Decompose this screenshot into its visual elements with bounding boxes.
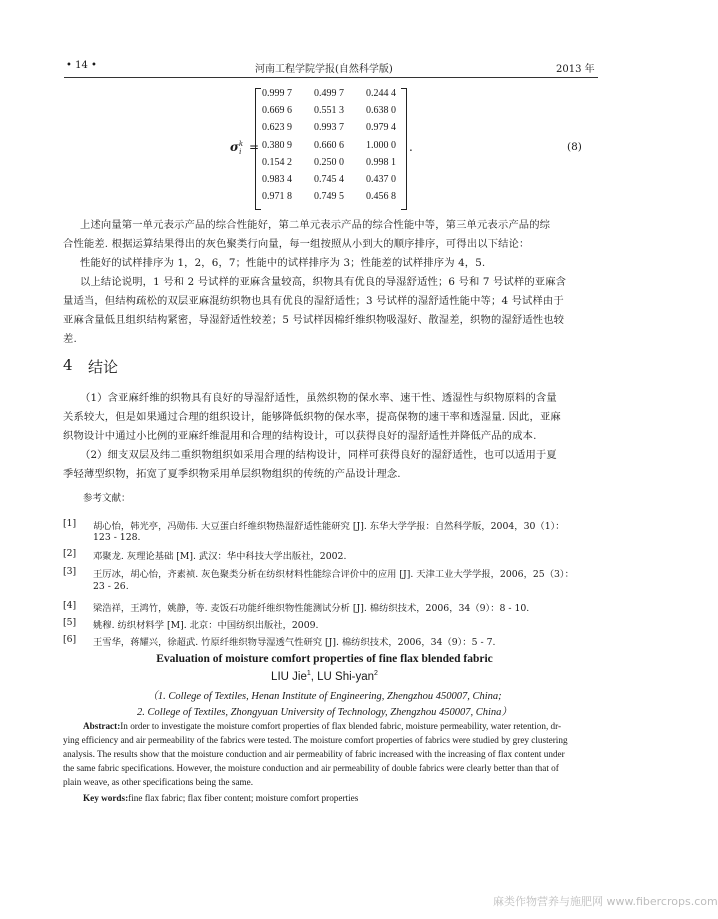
matrix-row: 0.669 6 0.551 3 0.638 0	[262, 105, 396, 116]
matrix-row: 0.154 2 0.250 0 0.998 1	[262, 157, 396, 168]
affiliation-line: 2. College of Textiles, Zhongyuan University of Technology, Zhengzhou 450007, China）	[137, 707, 512, 718]
reference-number: [6]	[63, 634, 77, 645]
equation-number: (8)	[567, 141, 582, 153]
matrix-row: 0.623 9 0.993 7 0.979 4	[262, 122, 396, 133]
matrix-row: 0.999 7 0.499 7 0.244 4	[262, 88, 396, 99]
paragraph-line: 关系较大，但是如果通过合理的组织设计，能够降低织物的保水率，提高保物的速干率和透湿量. 因此，亚麻	[63, 411, 561, 423]
keywords-line: Key words:fine flax fabric; flax fiber content; moisture comfort properties	[83, 793, 359, 803]
abstract-line: the same fabric specifications. However, the moisture conduction and air permeability of double fabrics were clearly better than that of	[63, 763, 559, 773]
paragraph-line: 上述向量第一单元表示产品的综合性能好，第二单元表示产品的综合性能中等，第三单元表示产品的综	[80, 219, 551, 231]
paragraph-line: 性能好的试样排序为 1，2，6，7；性能中的试样排序为 3；性能差的试样排序为 4，5.	[80, 257, 486, 269]
matrix-end-period: .	[409, 140, 413, 154]
paragraph-line: 差.	[63, 333, 77, 345]
page-number: • 14 •	[66, 60, 97, 71]
matrix-symbol: $\sigma^k_i$	[230, 140, 244, 157]
paragraph-line: 织物设计中通过小比例的亚麻纤维混用和合理的结构设计，可以获得良好的湿舒适性并降低产品的成本.	[63, 430, 537, 442]
reference-number: [1]	[63, 518, 77, 529]
watermark-text: 麻类作物营养与施肥网 www.fibercrops.com	[493, 895, 718, 908]
header-rule	[64, 77, 598, 78]
reference-text: 胡心怡，韩光亭，冯勋伟. 大豆蛋白纤维织物热湿舒适性能研究 [J]. 东华大学学报：自然科学版，2004，30（1）：	[93, 521, 565, 532]
paragraph-line: 量适当，但结构疏松的双层亚麻混纺织物也具有优良的湿舒适性；3 号试样的湿舒适性能中等；4 号试样由于	[63, 295, 564, 307]
references-heading: 参考文献：	[83, 493, 131, 504]
reference-text: 姚穆. 纺织材料学 [M]. 北京：中国纺织出版社，2009.	[93, 620, 319, 631]
affiliation-line: （1. College of Textiles, Henan Institute of Engineering, Zhengzhou 450007, China;	[147, 691, 502, 702]
keywords-label: Key words:	[83, 793, 129, 803]
journal-name: 河南工程学院学报(自然科学版)	[255, 64, 393, 75]
reference-text: 邓聚龙. 灰理论基础 [M]. 武汉：华中科技大学出版社，2002.	[93, 551, 347, 562]
english-title: Evaluation of moisture comfort properties of fine flax blended fabric	[156, 653, 493, 665]
reference-text: 王雪华，蒋耀兴，徐超武. 竹原纤维织物导湿透气性研究 [J]. 棉纺织技术，2006，34（9）：5 - 7.	[93, 637, 496, 648]
abstract-label: Abstract:	[83, 721, 121, 731]
reference-number: [4]	[63, 600, 77, 611]
reference-number: [2]	[63, 548, 77, 559]
reference-number: [3]	[63, 566, 77, 577]
section-number: 4	[63, 356, 73, 374]
matrix-row: 0.983 4 0.745 4 0.437 0	[262, 174, 396, 185]
paragraph-line: （2）细支双层及纬二重织物组织如采用合理的结构设计，同样可获得良好的湿舒适性，也可以适用于夏	[80, 449, 557, 461]
english-authors: LIU Jie$^1$, LU Shi-yan$^2$	[271, 670, 378, 683]
equals-sign: =	[249, 140, 260, 154]
matrix-row: 0.380 9 0.660 6 1.000 0	[262, 140, 396, 151]
paragraph-line: 以上结论说明，1 号和 2 号试样的亚麻含量较高，织物具有优良的导湿舒适性；6 号和 7 号试样的亚麻含	[80, 276, 567, 288]
abstract-line: ying efficiency and air permeability of the fabrics were tested. The moisture comfort properties of fabrics were studied by grey clustering	[63, 735, 568, 745]
reference-text: 梁浩祥，王鸿竹，姚静，等. 麦饭石功能纤维织物性能测试分析 [J]. 棉纺织技术，2006，34（9）：8 - 10.	[93, 603, 530, 614]
paragraph-line: 亚麻含量低且组织结构紧密，导湿舒适性较差；5 号试样因棉纤维织物吸湿好、散湿差，织物的湿舒适性也较	[63, 314, 565, 326]
paragraph-line: 季轻薄型织物，拓宽了夏季织物采用单层织物组织的传统的产品设计理念.	[63, 468, 401, 480]
matrix-left-bracket	[255, 88, 261, 210]
reference-text: 123 - 128.	[93, 532, 141, 543]
reference-text: 王厉冰，胡心怡，齐素祯. 灰色聚类分析在纺织材料性能综合评价中的应用 [J]. 天津工业大学学报，2006，25（3）：	[93, 569, 574, 580]
paragraph-line: 合性能差. 根据运算结果得出的灰色聚类行向量，每一组按照从小到大的顺序排序，可得出以下结论：	[63, 238, 530, 250]
abstract-line: plain weave, as other specifications being the same.	[63, 777, 254, 787]
reference-text: 23 - 26.	[93, 581, 129, 592]
paragraph-line: （1）含亚麻纤维的织物具有良好的导湿舒适性，虽然织物的保水率、速干性、透湿性与织物原料的含量	[80, 392, 557, 404]
year: 2013 年	[556, 64, 595, 75]
section-title: 结论	[88, 358, 119, 376]
abstract-line: analysis. The results show that the moisture conduction and air permeability of fabric increased with the increasing of flax content under	[63, 749, 565, 759]
reference-number: [5]	[63, 617, 77, 628]
matrix-row: 0.971 8 0.749 5 0.456 8	[262, 191, 396, 202]
abstract-line: Abstract:In order to investigate the moisture comfort properties of flax blended fabric, moisture permeability, water retention, dr-	[83, 721, 562, 731]
